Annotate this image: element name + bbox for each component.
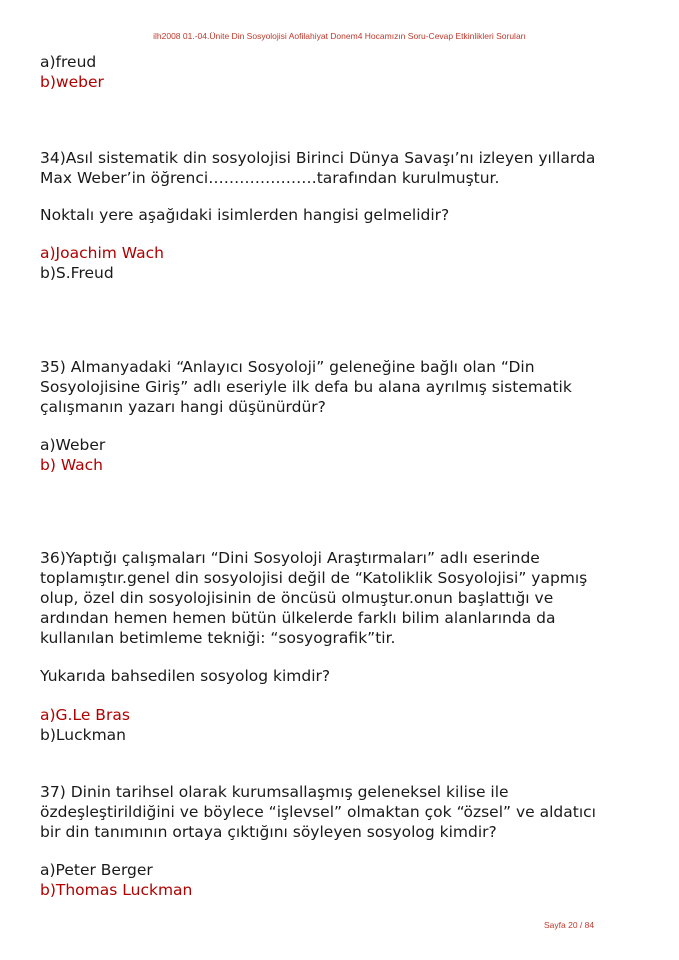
- question-34-options: [40, 243, 640, 283]
- option-a: a)Peter Berger: [40, 861, 153, 879]
- question-35-options: [40, 435, 640, 475]
- question-37-options: [40, 860, 640, 900]
- question-37: [40, 782, 640, 842]
- question-line: kullanılan betimleme tekniği: “sosyografik”tir.: [40, 629, 396, 647]
- option-b-answer: b) Wach: [40, 456, 103, 474]
- question-36-options: [40, 705, 640, 745]
- option-b: b)S.Freud: [40, 264, 114, 282]
- question-line: 36)Yaptığı çalışmaları “Dini Sosyoloji Araştırmaları” adlı eserinde: [40, 549, 540, 567]
- question-line: toplamıştır.genel din sosyolojisi değil de “Katoliklik Sosyolojisi” yapmış: [40, 569, 588, 587]
- option-a-answer: a)G.Le Bras: [40, 706, 130, 724]
- page-number: Sayfa 20 / 84: [544, 920, 595, 930]
- question-line: özdeşleştirildiğini ve böylece “işlevsel” olmaktan çok “özsel” ve aldatıcı: [40, 803, 596, 821]
- option-a-answer: a)Joachim Wach: [40, 244, 164, 262]
- question-line: çalışmanın yazarı hangi düşünürdür?: [40, 398, 326, 416]
- question-line: olup, özel din sosyolojisinin de öncüsü olmuştur.onun başlattığı ve: [40, 589, 554, 607]
- question-35: [40, 357, 640, 417]
- question-line: ardından hemen hemen bütün ülkelerde farklı bilim alanlarında da: [40, 609, 556, 627]
- question-line: 35) Almanyadaki “Anlayıcı Sosyoloji” geleneğine bağlı olan “Din: [40, 358, 535, 376]
- question-36-prompt: Yukarıda bahsedilen sosyolog kimdir?: [40, 667, 331, 685]
- option-b-answer: b)weber: [40, 73, 104, 91]
- question-line: 37) Dinin tarihsel olarak kurumsallaşmış geleneksel kilise ile: [40, 783, 509, 801]
- option-a: a)freud: [40, 53, 97, 71]
- option-a: a)Weber: [40, 436, 106, 454]
- question-line: Sosyolojisine Giriş” adlı eseriyle ilk defa bu alana ayrılmış sistematik: [40, 378, 572, 396]
- question-34: [40, 148, 640, 188]
- option-b-answer: b)Thomas Luckman: [40, 881, 193, 899]
- question-line: bir din tanımının ortaya çıktığını söyleyen sosyolog kimdir?: [40, 823, 497, 841]
- question-line: Max Weber’in öğrenci…………………tarafından kurulmuştur.: [40, 169, 500, 187]
- prev-question-options: [40, 52, 640, 92]
- question-36: [40, 548, 640, 648]
- page-header: ilh2008 01.-04.Ünite Din Sosyolojisi Aofilahiyat Donem4 Hocamızın Soru-Cevap Etkinlikleri Soruları: [153, 31, 526, 41]
- option-b: b)Luckman: [40, 726, 126, 744]
- question-line: 34)Asıl sistematik din sosyolojisi Birinci Dünya Savaşı’nı izleyen yıllarda: [40, 149, 596, 167]
- question-34-prompt: Noktalı yere aşağıdaki isimlerden hangisi gelmelidir?: [40, 206, 450, 224]
